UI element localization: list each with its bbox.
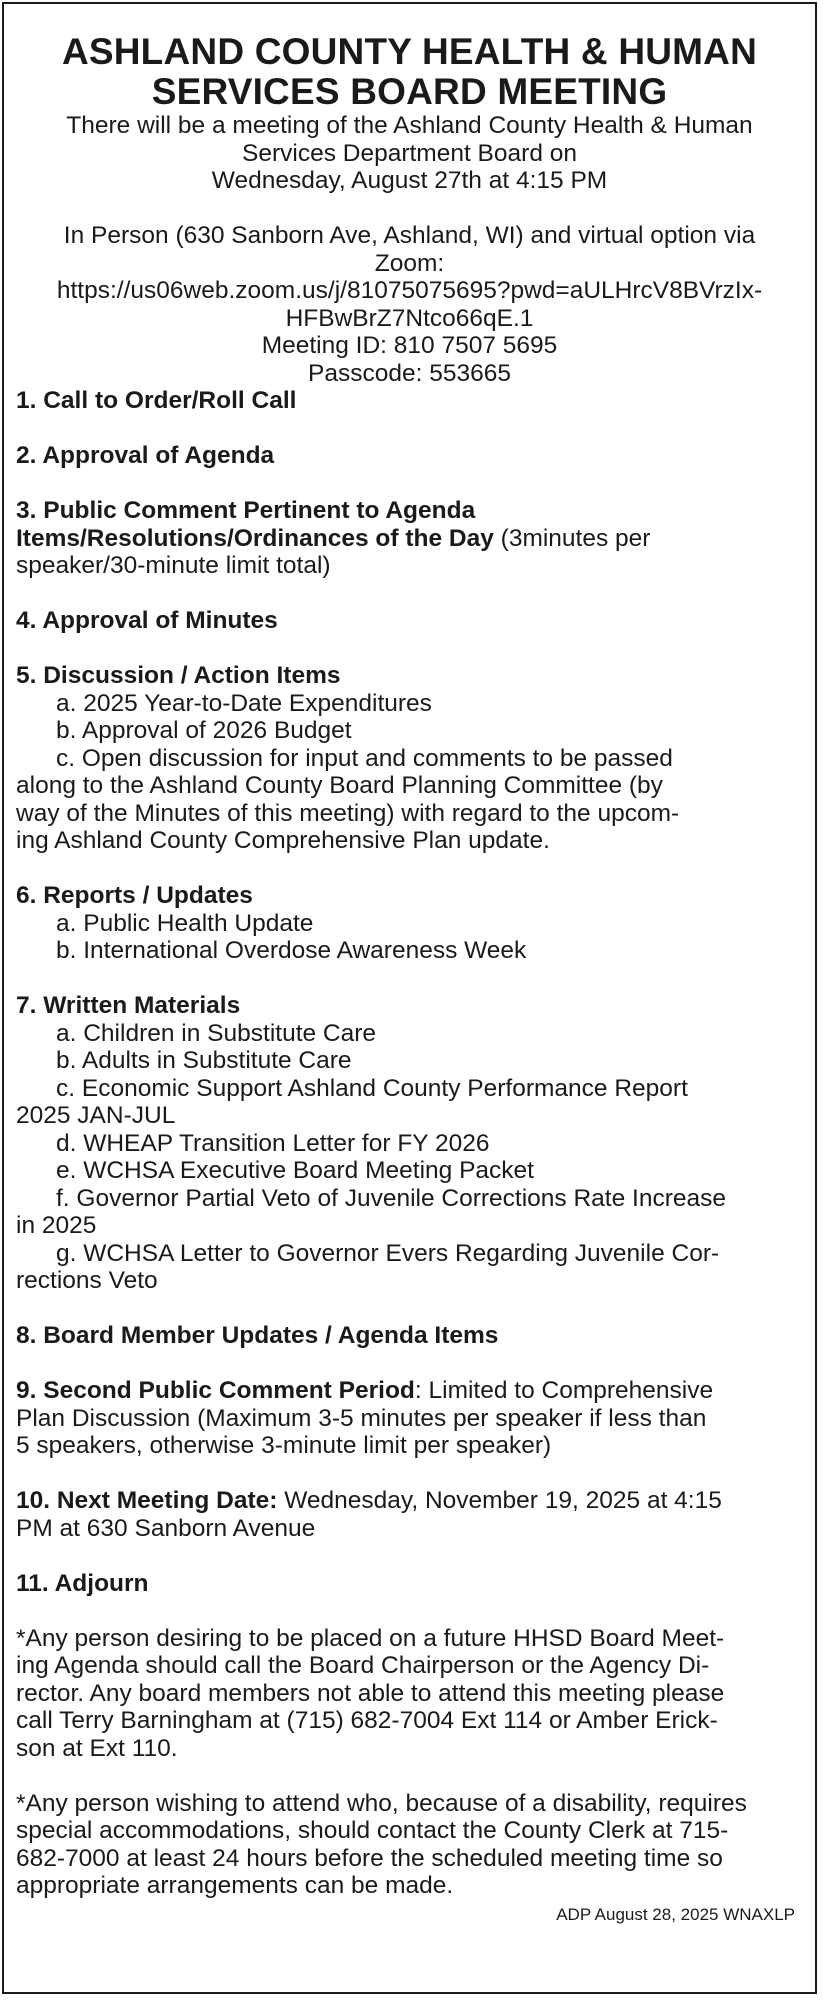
accessibility-note: *Any person wishing to attend who, because of a disability, requires special accommodations, should contact the County Clerk at 715- 682-7000 at least 24 hours before the scheduled meeting time so appropriate arrangements can be made. bbox=[16, 1789, 747, 1899]
agenda-item-2: 2. Approval of Agenda bbox=[16, 442, 275, 469]
agenda-item-5: 5. Discussion / Action Items a. 2025 Year-to-Date Expenditures b. Approval of 2026 Budget c. Open discussion for input and comments to be passed along to the Ashland County Board Planning Committee (by way of the Minutes of this meeting) with regard to the upcom- ing Ashland County Comprehensive Plan update. bbox=[16, 662, 803, 855]
agenda-subitem: c. Open discussion for input and comments to be passed bbox=[56, 744, 673, 772]
legal-notice bbox=[2, 2, 817, 1994]
location-line: In Person (630 Sanborn Ave, Ashland, WI) and virtual option via bbox=[63, 222, 756, 249]
agenda bbox=[16, 387, 803, 1900]
agenda-subitem: b. Approval of 2026 Budget bbox=[56, 717, 352, 744]
agenda-subitem: d. WHEAP Transition Letter for FY 2026 bbox=[56, 1129, 490, 1157]
agenda-item-11: 11. Adjourn bbox=[16, 1569, 149, 1597]
agenda-subitem: c. Economic Support Ashland County Performance Report bbox=[56, 1074, 688, 1102]
notice-title bbox=[16, 32, 803, 112]
agenda-subitem: a. Public Health Update bbox=[56, 909, 314, 937]
agenda-subitem: g. WCHSA Letter to Governor Evers Regarding Juvenile Cor- bbox=[56, 1239, 720, 1267]
board-request-note: *Any person desiring to be placed on a future HHSD Board Meet- ing Agenda should call the Board Chairperson or the Agency Di- rector. Any board members not able to attend this meeting please call Terry Barningham at (715) 682-7004 Ext 114 or Amber Erick- son at Ext 110. bbox=[16, 1624, 725, 1762]
agenda-item-10: 10. Next Meeting Date: Wednesday, November 19, 2025 at 4:15 PM at 630 Sanborn Avenue bbox=[16, 1487, 722, 1542]
zoom-link: https://us06web.zoom.us/j/81075075695?pwd=aULHrcV8BVrzIx- bbox=[56, 277, 763, 304]
agenda-subitem: f. Governor Partial Veto of Juvenile Corrections Rate Increase bbox=[56, 1184, 726, 1212]
agenda-subitem: b. Adults in Substitute Care bbox=[56, 1047, 352, 1074]
agenda-item-4: 4. Approval of Minutes bbox=[16, 607, 278, 634]
location-line: Zoom: bbox=[374, 249, 445, 277]
meeting-id: Meeting ID: 810 7507 5695 bbox=[261, 332, 558, 359]
intro-line: Services Department Board on bbox=[242, 139, 577, 167]
meeting-datetime: Wednesday, August 27th at 4:15 PM bbox=[211, 167, 608, 194]
agenda-item-8: 8. Board Member Updates / Agenda Items bbox=[16, 1322, 499, 1349]
title-line-1: ASHLAND COUNTY HEALTH & HUMAN bbox=[61, 31, 758, 72]
agenda-item-7: 7. Written Materials a. Children in Substitute Care b. Adults in Substitute Care c. Economic Support Ashland County Performance Report 2025 JAN-JUL d. WHEAP Transition Letter for FY 2026 e. WCHSA Executive Board Meeting Packet f. Governor Partial Veto of Juvenile Corrections Rate Increase in 2025 g. WCHSA Letter to Governor Evers Regarding Juvenile Cor- rections Veto bbox=[16, 992, 803, 1295]
agenda-item-1: 1. Call to Order/Roll Call bbox=[16, 387, 297, 414]
agenda-item-6: 6. Reports / Updates a. Public Health Update b. International Overdose Awareness Week bbox=[16, 882, 803, 965]
agenda-item-3: 3. Public Comment Pertinent to Agenda Items/Resolutions/Ordinances of the Day (3minutes per speaker/30-minute limit total) bbox=[16, 497, 651, 579]
agenda-subitem: a. Children in Substitute Care bbox=[56, 1019, 377, 1047]
meeting-intro bbox=[16, 112, 803, 387]
title-line-2: SERVICES BOARD MEETING bbox=[151, 71, 668, 112]
zoom-link: HFBwBrZ7Ntco66qE.1 bbox=[285, 304, 534, 332]
agenda-subitem: b. International Overdose Awareness Week bbox=[56, 937, 527, 964]
agenda-subitem: e. WCHSA Executive Board Meeting Packet bbox=[56, 1157, 534, 1184]
intro-line: There will be a meeting of the Ashland County Health & Human bbox=[66, 112, 753, 139]
passcode: Passcode: 553665 bbox=[308, 359, 511, 387]
agenda-item-9: 9. Second Public Comment Period: Limited to Comprehensive Plan Discussion (Maximum 3-5 minutes per speaker if less than 5 speakers, otherwise 3-minute limit per speaker) bbox=[16, 1377, 714, 1459]
publication-reference: ADP August 28, 2025 WNAXLP bbox=[556, 1904, 795, 1924]
agenda-subitem: a. 2025 Year-to-Date Expenditures bbox=[56, 689, 432, 717]
